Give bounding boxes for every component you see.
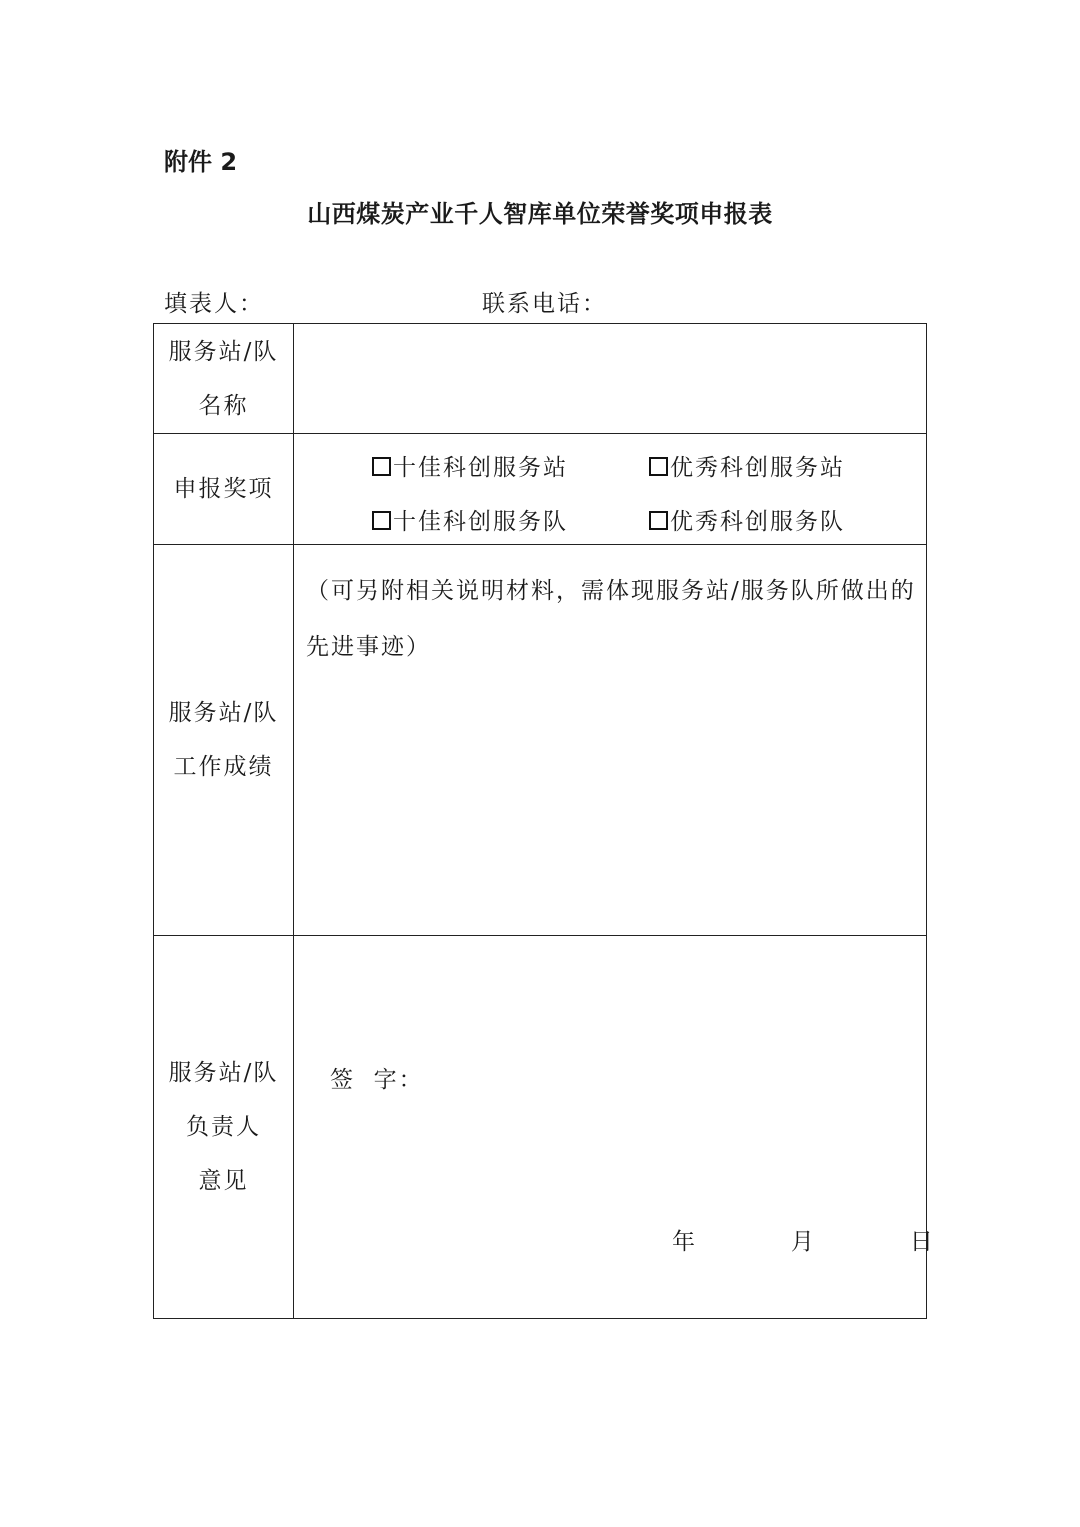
checkbox-icon[interactable] bbox=[372, 457, 391, 476]
award-option-label: 十佳科创服务站 bbox=[393, 455, 568, 481]
annex-label: 附件 2 bbox=[164, 148, 238, 176]
table-row-station-name bbox=[154, 324, 927, 434]
phone-label: 联系电话： bbox=[482, 291, 607, 317]
station-name-field[interactable] bbox=[294, 324, 927, 434]
leader-opinion-content bbox=[294, 936, 935, 1318]
award-options bbox=[294, 434, 926, 544]
application-form-table bbox=[153, 323, 935, 1319]
leader-opinion-label-cell bbox=[154, 936, 294, 1319]
table-row-leader-opinion bbox=[154, 936, 927, 1319]
work-results-label-line2: 工作成绩 bbox=[173, 754, 274, 780]
leader-opinion-label-line1: 服务站/队 bbox=[168, 1060, 279, 1086]
award-option-label: 优秀科创服务站 bbox=[670, 455, 845, 481]
table-row-work-results bbox=[154, 545, 927, 936]
award-label-cell bbox=[154, 434, 294, 545]
award-option-label: 十佳科创服务队 bbox=[393, 509, 568, 535]
station-name-label-line1: 服务站/队 bbox=[168, 338, 279, 365]
award-option-top-ten-station[interactable] bbox=[372, 453, 568, 483]
signature-label: 签 字： bbox=[330, 1067, 424, 1093]
work-results-label-cell bbox=[154, 545, 294, 936]
work-results-label-line1: 服务站/队 bbox=[168, 700, 279, 726]
checkbox-icon[interactable] bbox=[649, 457, 668, 476]
checkbox-icon[interactable] bbox=[372, 511, 391, 530]
leader-opinion-label-line2: 负责人 bbox=[186, 1114, 261, 1140]
leader-opinion-label-line3: 意见 bbox=[198, 1168, 249, 1194]
work-results-field[interactable] bbox=[294, 545, 927, 936]
award-option-excellent-station[interactable] bbox=[649, 453, 845, 483]
table-row-award bbox=[154, 434, 927, 545]
award-option-excellent-team[interactable] bbox=[649, 507, 845, 537]
form-title: 山西煤炭产业千人智库单位荣誉奖项申报表 bbox=[307, 200, 773, 228]
leader-opinion-field[interactable] bbox=[294, 936, 935, 1319]
work-results-note: （可另附相关说明材料，需体现服务站/服务队所做出的先进事迹） bbox=[306, 578, 916, 660]
award-option-label: 优秀科创服务队 bbox=[670, 509, 845, 535]
award-option-top-ten-team[interactable] bbox=[372, 507, 568, 537]
award-options-cell bbox=[294, 434, 927, 545]
station-name-label-line2: 名称 bbox=[198, 392, 249, 419]
filler-label: 填表人： bbox=[164, 291, 264, 317]
checkbox-icon[interactable] bbox=[649, 511, 668, 530]
date-label: 年 月 日 bbox=[672, 1229, 935, 1255]
award-label: 申报奖项 bbox=[173, 476, 274, 502]
station-name-label-cell bbox=[154, 324, 294, 434]
